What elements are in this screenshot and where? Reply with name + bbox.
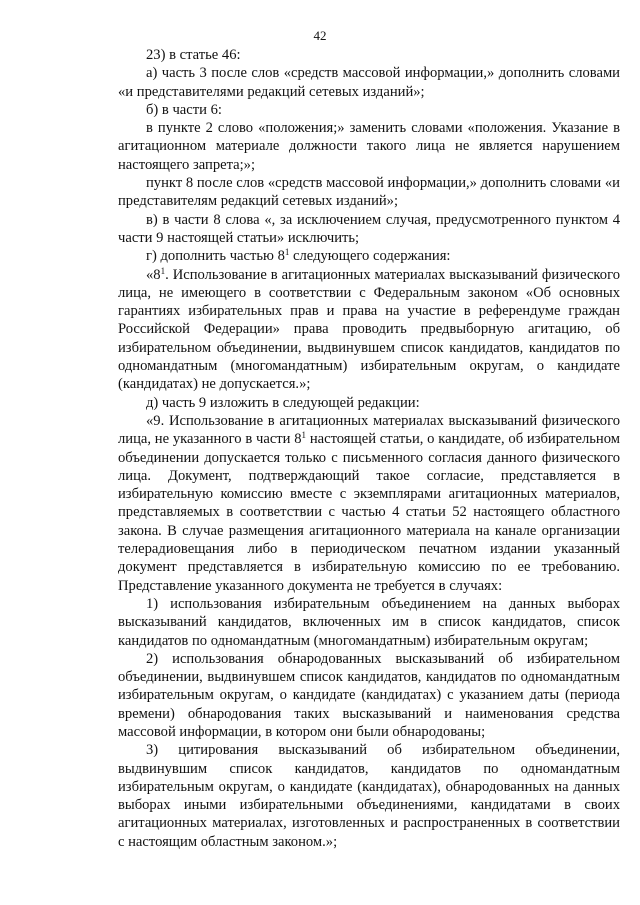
text-segment: б) в части 6: [146, 101, 222, 118]
paragraph [118, 174, 620, 211]
text-segment: следующего содержания: [289, 248, 451, 265]
text-segment: «8 [146, 266, 161, 283]
text-segment: в) в части 8 слова «, за исключением случая, предусмотренного пунктом 4 части 9 настоящей статьи» исключить; [118, 211, 620, 246]
page-number: 42 [313, 28, 327, 43]
paragraph [118, 46, 620, 64]
text-segment: «9. Использование в агитационных материалах высказываний физического лица, не указанного в части 8 [118, 412, 620, 448]
text-segment: пункт 8 после слов «средств массовой информации,» дополнить словами «и представителям редакций сетевых изданий»; [118, 175, 620, 210]
text-segment: д) часть 9 изложить в следующей редакции: [146, 394, 420, 411]
paragraph [118, 412, 620, 595]
paragraph [118, 650, 620, 741]
paragraph [118, 211, 620, 248]
text-segment: 2) использования обнародованных высказываний об избирательном объединении, выдвинувшем список кандидатов, кандидатов по одномандатным избирательным округам, о кандидате (кандидатах) с указанием даты (периода времени) обнародования таких высказываний и наименования средства массовой информации, в котором они были обнародованы; [118, 650, 620, 740]
paragraph [118, 595, 620, 650]
superscript: 1 [160, 265, 166, 276]
text-segment: 23) в статье 46: [146, 47, 241, 63]
text-segment: 3) цитирования высказываний об избирательном объединении, выдвинувшим список кандидатов, кандидатов по одномандатным избирательным округам, о кандидате (кандидатах), обнародованных на данных выборах иными избирательными объединениями, кандидатами в своих агитационных материалах, изготовленных и распространенных в соответствии с настоящим областным законом.»; [118, 742, 620, 850]
paragraph [118, 101, 620, 119]
paragraph [118, 741, 620, 851]
superscript: 1 [301, 430, 307, 441]
paragraph [118, 119, 620, 174]
paragraph [118, 394, 620, 412]
paragraph [118, 64, 620, 101]
text-segment: в пункте 2 слово «положения;» заменить словами «положения. Указание в агитационном материале должности такого лица не является нарушением настоящего запрета;»; [118, 120, 620, 173]
paragraph [118, 247, 620, 265]
text-segment: . Использование в агитационных материалах высказываний физического лица, не имеющего в соответствии с Федеральным законом «Об основных гарантиях избирательных прав и права на участие в референдуме граждан Российской Федерации» права проводить предвыборную агитацию, об избирательном объединении, выдвинувшем список кандидатов, кандидатов по одномандатным (многомандатным) избирательным округам, о кандидате (кандидатах) не допускается.»; [118, 266, 620, 393]
text-segment: г) дополнить частью 8 [146, 248, 285, 265]
superscript: 1 [284, 247, 290, 258]
text-segment: настоящей статьи, о кандидате, об избирательном объединении допускается только с письменного согласия данного физического лица. Документ, подтверждающий такое согласие, представляется в избирательную комиссию вместе с экземплярами агитационных материалов, представляемых в соответствии с частью 4 статьи 52 настоящего областного закона. В случае размещения агитационного материала на канале организации телерадиовещания либо в периодическом печатном издании указанный документ представляется в избирательную комиссию по ее требованию. Представление указанного документа не требуется в случаях: [118, 431, 620, 594]
text-segment: а) часть 3 после слов «средств массовой информации,» дополнить словами «и представителями редакций сетевых изданий»; [118, 65, 620, 100]
text-segment: 1) использования избирательным объединением на данных выборах высказываний кандидатов, включенных им в список кандидатов, список кандидатов по одномандатным (многомандатным) избирательным округам; [118, 595, 620, 649]
document-body [118, 46, 620, 851]
paragraph [118, 266, 620, 394]
